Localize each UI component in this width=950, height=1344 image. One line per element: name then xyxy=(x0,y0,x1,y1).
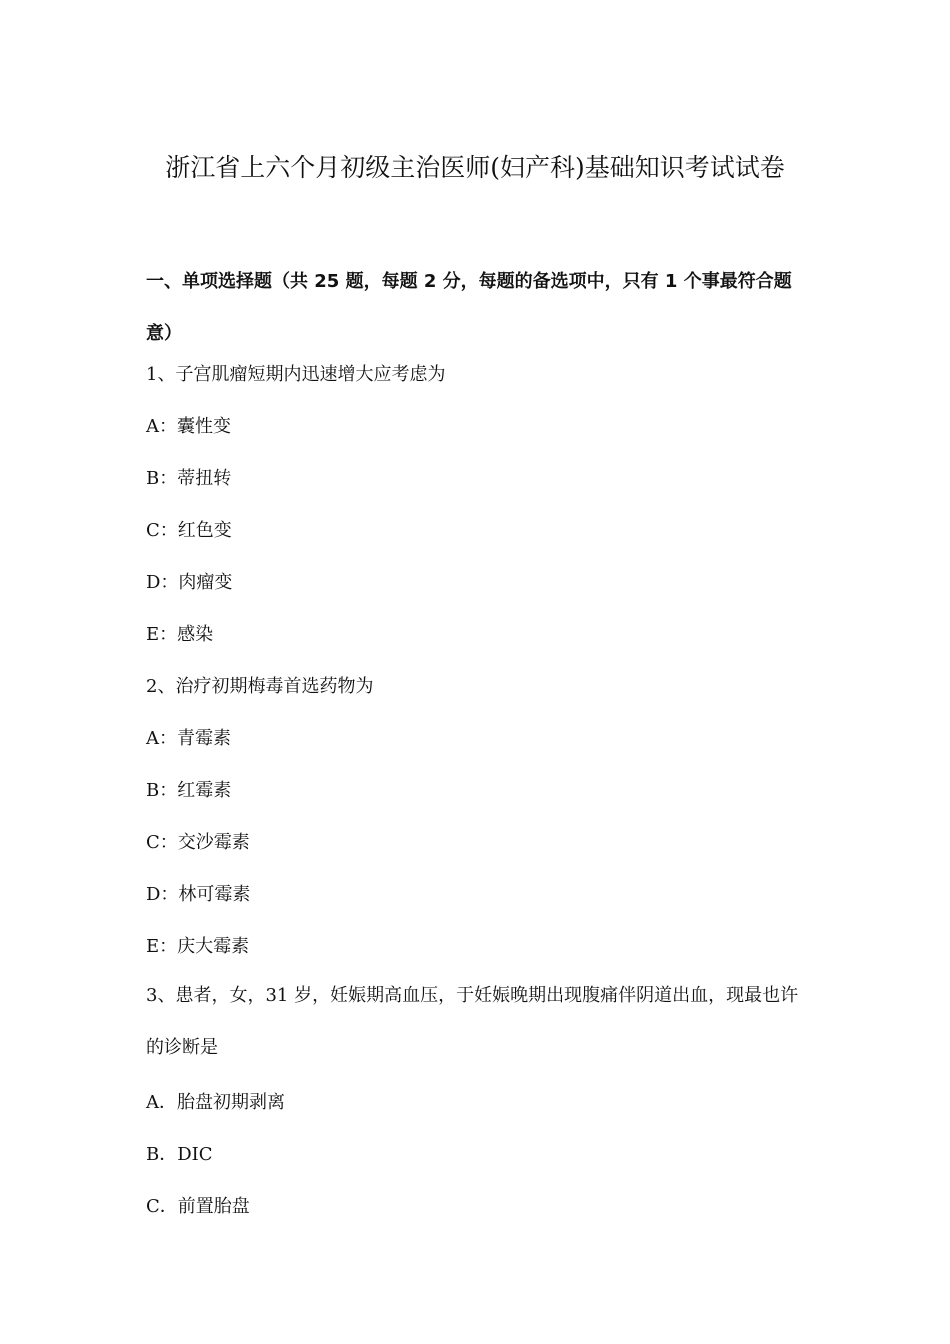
question-1-stem: 1、子宫肌瘤短期内迅速增大应考虑为 xyxy=(146,364,446,385)
question-3-option-b: B．DIC xyxy=(146,1144,213,1165)
question-1-option-c: C：红色变 xyxy=(146,520,232,541)
question-1-option-b: B：蒂扭转 xyxy=(146,468,232,489)
question-1-option-d: D：肉瘤变 xyxy=(146,572,233,593)
section-heading: 一、单项选择题（共 25 题，每题 2 分，每题的备选项中，只有 1 个事最符合题意） xyxy=(146,271,792,344)
question-2-option-c: C：交沙霉素 xyxy=(146,832,250,853)
page-title: 浙江省上六个月初级主治医师(妇产科)基础知识考试试卷 xyxy=(165,153,785,182)
question-1-option-e: E：感染 xyxy=(146,624,214,645)
question-2-option-a: A：青霉素 xyxy=(146,728,231,749)
question-1-option-a: A：囊性变 xyxy=(146,416,231,437)
question-3-stem: 3、患者，女，31 岁，妊娠期高血压，于妊娠晚期出现腹痛伴阴道出血，现最也许的诊断是 xyxy=(146,985,799,1058)
question-3-option-a: A．胎盘初期剥离 xyxy=(146,1092,285,1113)
question-2-option-d: D：林可霉素 xyxy=(146,884,251,905)
question-2-option-b: B：红霉素 xyxy=(146,780,232,801)
question-2-option-e: E：庆大霉素 xyxy=(146,936,250,957)
question-3-option-c: C．前置胎盘 xyxy=(146,1196,250,1217)
question-2-stem: 2、治疗初期梅毒首选药物为 xyxy=(146,676,374,697)
